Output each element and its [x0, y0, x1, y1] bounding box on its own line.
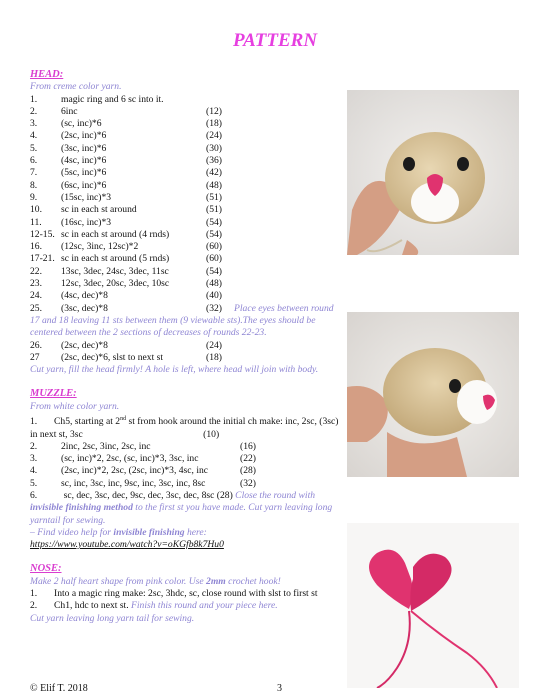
head-heading: HEAD:: [30, 69, 64, 80]
head-row: 6. (4sc, inc)*6 (36): [30, 155, 222, 167]
head-row: 5. (3sc, inc)*6 (30): [30, 142, 222, 154]
muzzle-row: 4. (2sc, inc)*2, 2sc, (2sc, inc)*3, 4sc, inc (28): [30, 465, 256, 477]
head-row: 24. (4sc, dec)*8 (40): [30, 290, 222, 302]
head-rows: [30, 94, 346, 303]
muzzle-row-1: 1. Ch5, starting at 2nd st from hook around the initial ch make: inc, 2sc, (3sc) in next st, 3sc (10): [30, 416, 339, 440]
head-row: 26. (2sc, dec)*8 (24): [30, 339, 222, 351]
nose-heart-photo: [347, 523, 519, 688]
head-row: 4. (2sc, inc)*6 (24): [30, 130, 222, 142]
nose-heading: NOSE:: [30, 563, 62, 575]
nose-section: [30, 563, 346, 624]
head-row: 12-15. sc in each st around (4 rnds) (54): [30, 228, 222, 240]
head-row: 3. (sc, inc)*6 (18): [30, 118, 222, 130]
head-eye-note: 17 and 18 leaving 11 sts between them (9 viewable sts).The eyes should be centered between the 2 sections of decreases of rounds 22-23.: [30, 314, 316, 339]
head-row: 7. (5sc, inc)*6 (42): [30, 167, 222, 179]
head-row: 23. 12sc, 3dec, 20sc, 3dec, 10sc (48): [30, 278, 222, 290]
head-row: 27 (2sc, dec)*6, slst to next st (18): [30, 351, 222, 363]
head-row: 16. (12sc, 3inc, 12sc)*2 (60): [30, 241, 222, 253]
video-help-line: – Find video help for invisible finishing here:: [30, 526, 207, 538]
head-row: 8. (6sc, inc)*6 (48): [30, 179, 222, 191]
head-row: 10. sc in each st around (51): [30, 204, 222, 216]
head-row-25: 25. (3sc, dec)*8 (32) Place eyes between round: [30, 302, 334, 314]
head-row: 11. (16sc, inc)*3 (54): [30, 216, 222, 228]
nose-end-note: Cut yarn leaving long yarn tail for sewing.: [30, 612, 195, 624]
pattern-text: [30, 67, 346, 625]
head-section: [30, 69, 346, 376]
head-row: 1. magic ring and 6 sc into it.: [30, 93, 164, 105]
head-row: 17-21. sc in each st around (5 rnds) (60): [30, 253, 222, 265]
head-row: 22. 13sc, 3dec, 24sc, 3dec, 11sc (54): [30, 265, 222, 277]
nose-row-1: 1. Into a magic ring make: 2sc, 3hdc, sc, close round with slst to first st: [30, 588, 318, 600]
muzzle-section: [30, 388, 346, 551]
head-end-note: Cut yarn, fill the head firmly! A hole is left, where head will join with body.: [30, 364, 319, 376]
muzzle-row: 5. sc, inc, 3sc, inc, 9sc, inc, 3sc, inc, 8sc (32): [30, 477, 256, 489]
nose-note: Make 2 half heart shape from pink color. Use 2mm crochet hook!: [30, 575, 281, 587]
nose-row-2: 2. Ch1, hdc to next st. Finish this round and your piece here.: [30, 600, 278, 612]
muzzle-row-6: 6. sc, dec, 3sc, dec, 9sc, dec, 3sc, dec, 8sc (28) Close the round with invisible finishing method to the first st you have made. Cut yarn leaving long yarntail for sewing.: [30, 489, 333, 526]
head-row: 9. (15sc, inc)*3 (51): [30, 191, 222, 203]
muzzle-rows: [30, 441, 346, 490]
head-photo-front: [347, 90, 519, 255]
head-color-note: From creme color yarn.: [30, 81, 122, 93]
muzzle-row: 2. 2inc, 2sc, 3inc, 2sc, inc (16): [30, 440, 256, 452]
page-number: 3: [277, 683, 282, 694]
head-row: 2. 6inc (12): [30, 105, 222, 117]
copyright: © Elif T. 2018: [30, 683, 88, 694]
head-photo-side: [347, 312, 519, 477]
head-rows-end: [30, 340, 346, 365]
muzzle-color-note: From white color yarn.: [30, 400, 120, 412]
muzzle-heading: MUZZLE:: [30, 388, 77, 400]
video-link[interactable]: https://www.youtube.com/watch?v=oKGfb8k7Hu0: [30, 539, 224, 551]
page-title: PATTERN: [232, 30, 318, 51]
muzzle-row: 3. (sc, inc)*2, 2sc, (sc, inc)*3, 3sc, inc (22): [30, 453, 256, 465]
